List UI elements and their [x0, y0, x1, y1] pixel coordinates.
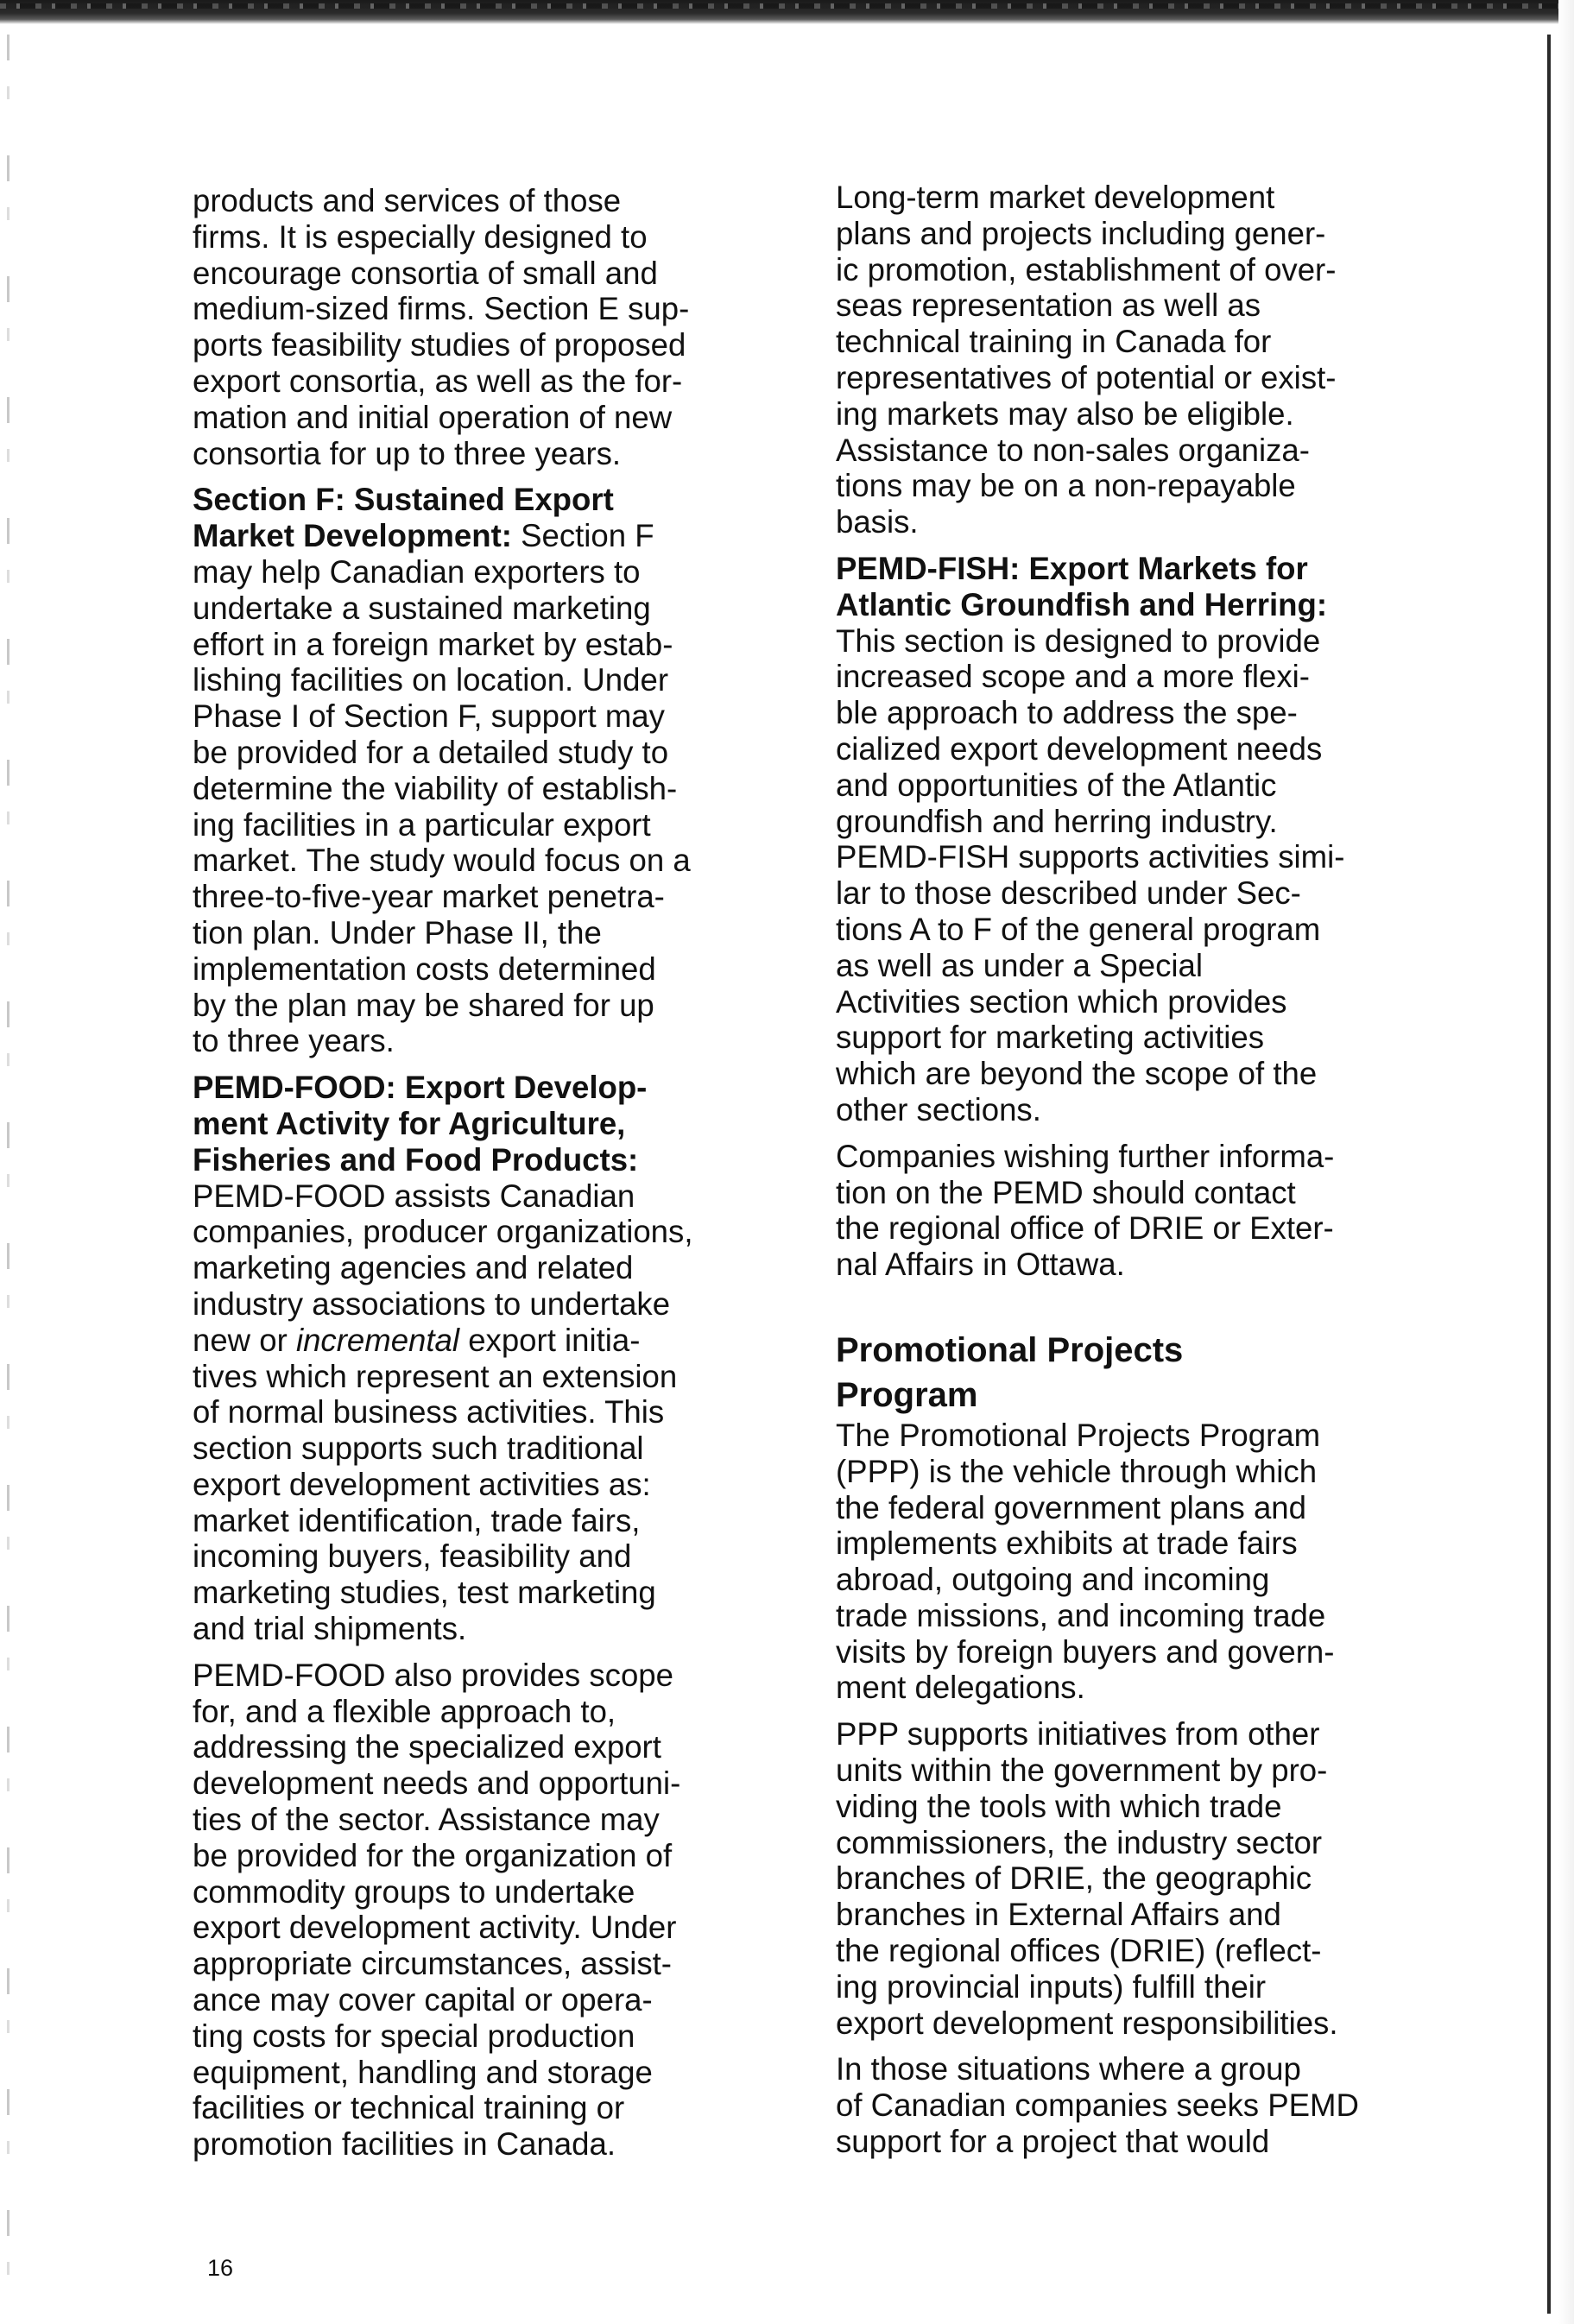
- right-paragraph-6: In those situations where a group of Canadian companies seeks PEMD support for a project that would: [836, 2051, 1359, 2160]
- pemd-fish-text: This section is designed to provide increased scope and a more flexi- ble approach to address the spe- cialized export development needs and opportunities of the Atlantic groundfish and herring industry. PEMD-FISH supports activities simi- lar to those described under Sec- tions A to F of the general program as well as under a Special Activities section which provides support for marketing activities which are beyond the scope of the other sections.: [836, 622, 1345, 1127]
- left-paragraph-1: products and services of those firms. It is especially designed to encourage consortia of small and medium-sized firms. Section E sup- ports feasibility studies of proposed export consortia, as well as the for- mation and initial operation of new consortia for up to three years.: [193, 183, 690, 471]
- scan-left-edge: [7, 35, 9, 2314]
- left-paragraph-4: PEMD-FOOD also provides scope for, and a flexible approach to, addressing the specialized export development needs and opportuni- ties of the sector. Assistance may be provided for the organization of commodity groups to undertake export development activity. Under appropriate circumstances, assist- ance may cover capital or opera- ting costs for special production equipment, handling and storage facilities or technical training or promotion facilities in Canada.: [193, 1657, 681, 2163]
- left-column: [193, 183, 745, 2173]
- section-f-heading: Section F: Sustained Export Market Development:: [193, 482, 614, 554]
- right-column: [836, 180, 1388, 2170]
- left-paragraph-section-f: [193, 482, 745, 1059]
- page-number: 16: [207, 2255, 234, 2281]
- scan-right-margin: [1558, 0, 1574, 2324]
- pemd-food-text-a: PEMD-FOOD assists Canadian companies, producer organizations, marketing agencies and related industry associations to undertake new or: [193, 1178, 693, 1358]
- promotional-projects-heading: Promotional Projects Program: [836, 1330, 1184, 1414]
- right-paragraph-3: Companies wishing further informa- tion on the PEMD should contact the regional office of DRIE or Exter- nal Affairs in Ottawa.: [836, 1138, 1335, 1283]
- pemd-food-text-b: export initia- tives which represent an extension of normal business activities. This section supports such traditional export development activities as: market identification, trade fairs, incoming buyers, feasibility and marketing studies, test marketing and trial shipments.: [193, 1322, 678, 1647]
- right-paragraph-5: PPP supports initiatives from other units within the government by pro- viding the tools with which trade commissioners, the industry sector branches of DRIE, the geographic branches in External Affairs and the regional offices (DRIE) (reflect- ing provincial inputs) fulfill their export development responsibilities.: [836, 1716, 1338, 2041]
- left-paragraph-pemd-food: [193, 1070, 745, 1647]
- right-paragraph-4: The Promotional Projects Program (PPP) is the vehicle through which the federal government plans and implements exhibits at trade fairs abroad, outgoing and incoming trade missions, and incoming trade visits by foreign buyers and govern- ment delegations.: [836, 1417, 1335, 1706]
- pemd-food-emphasis: incremental: [295, 1322, 460, 1358]
- pemd-fish-heading: PEMD-FISH: Export Markets for Atlantic Groundfish and Herring:: [836, 550, 1327, 622]
- pemd-food-heading: PEMD-FOOD: Export Develop- ment Activity for Agriculture, Fisheries and Food Products:: [193, 1070, 648, 1178]
- right-paragraph-1: Long-term market development plans and projects including gener- ic promotion, establishment of over- seas representation as well as technical training in Canada for representatives of potential or exist- ing markets may also be eligible. Assistance to non-sales organiza- tions may be on a non-repayable basis.: [836, 180, 1337, 540]
- scan-right-edge: [1547, 35, 1551, 2314]
- section-f-text: Section F may help Canadian exporters to undertake a sustained marketing effort in a foreign market by estab- lishing facilities on location. Under Phase I of Section F, support may be provided for a detailed study to determine the viability of establish- ing facilities in a particular export market. The study would focus on a three-to-five-year market penetra- tion plan. Under Phase II, the implementation costs determined by the plan may be shared for up to three years.: [193, 518, 691, 1059]
- scan-top-edge: [0, 0, 1574, 24]
- right-paragraph-pemd-fish: [836, 551, 1388, 1128]
